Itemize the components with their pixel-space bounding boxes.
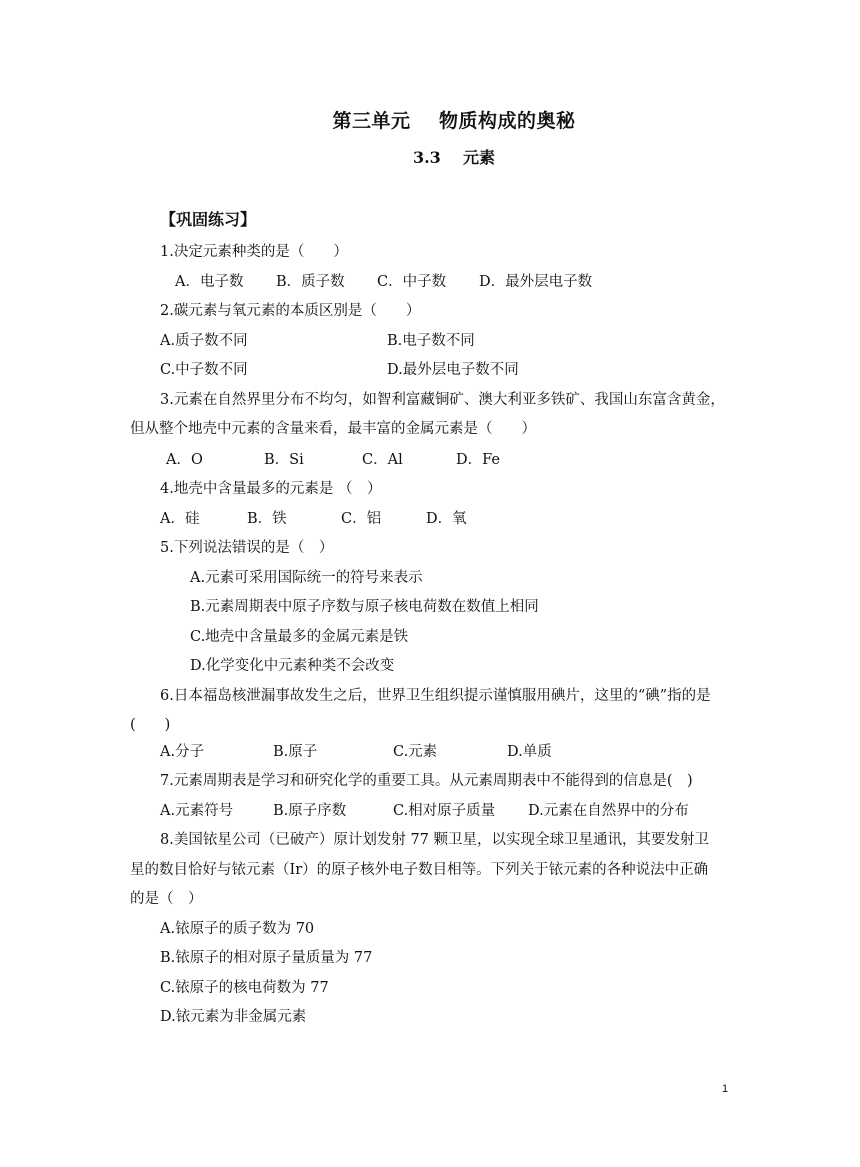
question-8-option-c: C.铱原子的核电荷数为 77 bbox=[160, 980, 329, 996]
question-6-option-a: A.分子 bbox=[160, 744, 205, 760]
question-2-option-b: B.电子数不同 bbox=[387, 333, 475, 349]
question-3-option-c: C．Al bbox=[362, 452, 403, 468]
page-number: 1 bbox=[722, 1083, 729, 1095]
question-3-option-a: A．O bbox=[166, 452, 203, 468]
question-2-option-a: A.质子数不同 bbox=[160, 333, 248, 349]
question-1-option-a: A．电子数 bbox=[175, 274, 244, 290]
question-4-option-b: B．铁 bbox=[247, 511, 287, 527]
question-3-option-d: D．Fe bbox=[456, 452, 500, 468]
question-7-option-a: A.元素符号 bbox=[160, 803, 234, 819]
question-6-option-d: D.单质 bbox=[507, 744, 552, 760]
question-6-stem-line-2: ( ) bbox=[130, 717, 171, 733]
question-3-stem-line-1: 3.元素在自然界里分布不均匀，如智利富藏铜矿、澳大利亚多铁矿、我国山东富含黄金， bbox=[160, 392, 725, 408]
question-2-option-c: C.中子数不同 bbox=[160, 362, 248, 378]
question-3-stem-line-2: 但从整个地壳中元素的含量来看，最丰富的金属元素是（ ） bbox=[130, 421, 536, 437]
exercise-section-heading: 【巩固练习】 bbox=[160, 210, 257, 229]
question-8-option-d: D.铱元素为非金属元素 bbox=[160, 1009, 307, 1025]
question-4-option-a: A．硅 bbox=[160, 511, 200, 527]
section-subtitle: 3.3 元素 bbox=[412, 148, 496, 167]
question-7-option-c: C.相对原子质量 bbox=[393, 803, 496, 819]
question-4-option-d: D．氧 bbox=[426, 511, 467, 527]
question-8-option-a: A.铱原子的质子数为 70 bbox=[160, 921, 315, 937]
question-5-option-a: A.元素可采用国际统一的符号来表示 bbox=[190, 570, 423, 586]
question-8-stem-line-2: 星的数目恰好与铱元素（Ir）的原子核外电子数目相等。下列关于铱元素的各种说法中正确 bbox=[130, 862, 709, 878]
question-7-stem: 7.元素周期表是学习和研究化学的重要工具。从元素周期表中不能得到的信息是( ) bbox=[160, 773, 693, 789]
question-6-option-b: B.原子 bbox=[273, 744, 318, 760]
question-6-option-c: C.元素 bbox=[393, 744, 438, 760]
question-3-option-b: B．Si bbox=[264, 452, 304, 468]
question-4-option-c: C．铝 bbox=[341, 511, 382, 527]
question-1-option-c: C．中子数 bbox=[377, 274, 447, 290]
question-7-option-b: B.原子序数 bbox=[273, 803, 347, 819]
question-5-option-c: C.地壳中含量最多的金属元素是铁 bbox=[190, 629, 409, 645]
question-4-stem: 4.地壳中含量最多的元素是 （ ） bbox=[160, 481, 382, 497]
question-2-option-d: D.最外层电子数不同 bbox=[387, 362, 519, 378]
question-5-option-d: D.化学变化中元素种类不会改变 bbox=[190, 658, 395, 674]
question-1-stem: 1.决定元素种类的是（ ） bbox=[160, 244, 348, 260]
question-1-option-d: D．最外层电子数 bbox=[479, 274, 593, 290]
question-2-stem: 2.碳元素与氧元素的本质区别是（ ） bbox=[160, 303, 421, 319]
question-5-option-b: B.元素周期表中原子序数与原子核电荷数在数值上相同 bbox=[190, 599, 539, 615]
page-title: 第三单元 物质构成的奥秘 bbox=[332, 110, 576, 132]
question-8-stem-line-3: 的是（ ） bbox=[130, 891, 203, 907]
question-5-stem: 5.下列说法错误的是（ ） bbox=[160, 540, 334, 556]
question-8-option-b: B.铱原子的相对原子量质量为 77 bbox=[160, 950, 373, 966]
question-8-stem-line-1: 8.美国铱星公司（已破产）原计划发射 77 颗卫星，以实现全球卫星通讯，其要发射卫 bbox=[160, 832, 710, 848]
question-6-stem-line-1: 6.日本福岛核泄漏事故发生之后，世界卫生组织提示谨慎服用碘片，这里的“碘”指的是 bbox=[160, 688, 711, 704]
question-1-option-b: B．质子数 bbox=[276, 274, 345, 290]
question-7-option-d: D.元素在自然界中的分布 bbox=[528, 803, 689, 819]
